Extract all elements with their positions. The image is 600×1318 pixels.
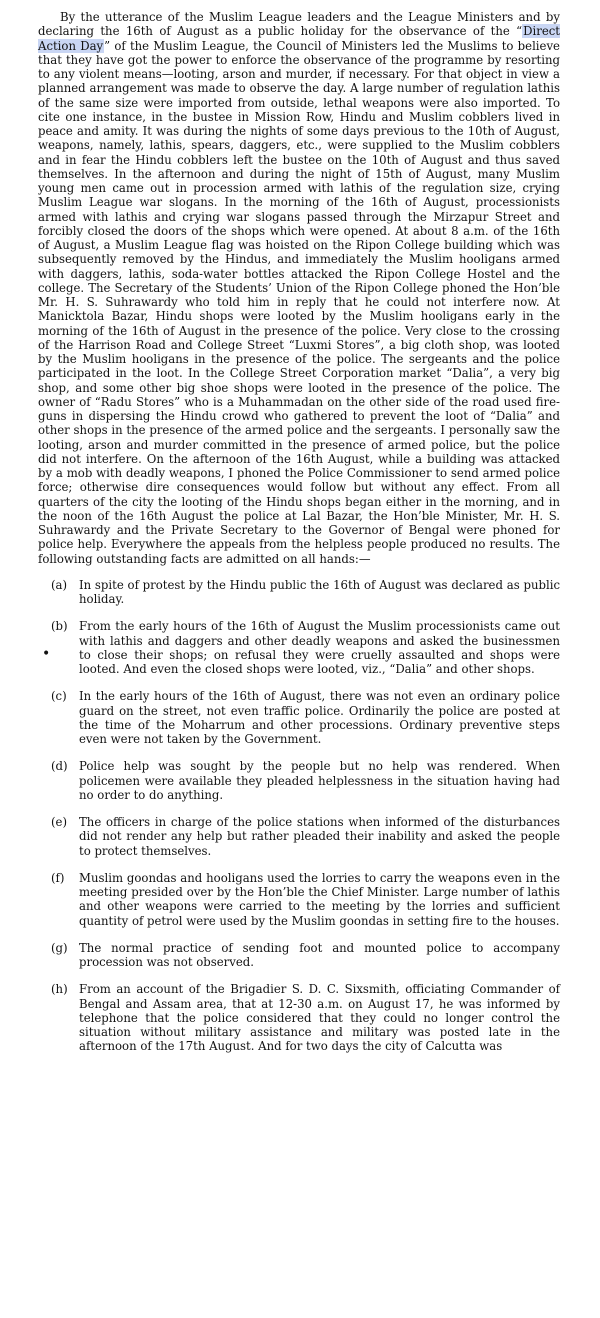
list-item-text: The normal practice of sending foot and mounted police to accompany procession was not observed. [79,940,560,969]
list-item [38,815,560,858]
list-item [38,871,560,928]
list-item-text: From the early hours of the 16th of August the Muslim processionists came out with lathis and daggers and other deadly weapons and asked the businessmen to close their shops; on refusal they were cruelly assaulted and shops were looted. And even the closed shops were looted, viz., “Dalia” and other shops. [79,619,560,676]
paragraph-text-after-highlight: ” of the Muslim League, the Council of Ministers led the Muslims to believe that they have got the power to enforce the observance of the programme by resorting to any violent means—looting, arson and murder, if necessary. For that object in view a planned arrangement was made to observe the day. A large number of regulation lathis of the same size were imported from outside, lethal weapons were also imported. To cite one instance, in the bustee in Mission Row, Hindu and Muslim cobblers lived in peace and amity. It was during the nights of some days previous to the 10th of August, weapons, namely, lathis, spears, daggers, etc., were supplied to the Muslim cobblers and in fear the Hindu cobblers left the bustee on the 10th of August and thus saved themselves. In the afternoon and during the night of 15th of August, many Muslim young men came out in procession armed with lathis of the regulation size, crying Muslim League war slogans. In the morning of the 16th of August, processionists armed with lathis and crying war slogans passed through the Mirzapur Street and forcibly closed the doors of the shops which were opened. At about 8 a.m. of the 16th of August, a Muslim League flag was hoisted on the Ripon College building which was subsequently removed by the Hindus, and immediately the Muslim hooligans armed with daggers, lathis, soda-water bottles attacked the Ripon College Hostel and the college. The Secretary of the Students’ Union of the Ripon College phoned the Hon’ble Mr. H. S. Suhrawardy who told him in reply that he could not interfere now. At Manicktola Bazar, Hindu shops were looted by the Muslim hooligans early in the morning of the 16th of August in the presence of the police. Very close to the crossing of the Harrison Road and College Street “Luxmi Stores”, a big cloth shop, was looted by the Muslim hooligans in the presence of the police. The sergeants and the police participated in the loot. In the College Street Corporation market “Dalia”, a very big shop, and some other big shoe shops were looted in the presence of the police. The owner of “Radu Stores” who is a Muhammadan on the other side of the road used fire-guns in dispersing the Hindu crowd who gathered to prevent the loot of “Dalia” and other shops in the presence of the armed police and the sergeants. I personally saw the looting, arson and murder committed in the presence of armed police, but the police did not interfere. On the afternoon of the 16th August, while a building was attacked by a mob with deadly weapons, I phoned the Police Commissioner to send armed police force; otherwise dire consequences would follow but without any effect. From all quarters of the city the looting of the Hindu shops began either in the morning, and in the noon of the 16th August the police at Lal Bazar, the Hon’ble Minister, Mr. H. S. Suhrawardy and the Private Secretary to the Governor of Bengal were phoned for police help. Everywhere the appeals from the helpless people produced no results. The following outstanding facts are admitted on all hands:— [38,38,560,566]
stray-dot-mark: • [42,646,51,663]
list-marker: (e) [51,815,68,829]
list-item [38,759,560,802]
list-item [38,941,560,970]
list-marker: (f) [51,870,65,885]
list-item-text: The officers in charge of the police stations when informed of the disturbances did not render any help but rather pleaded their inability and asked the people to protect themselves. [79,815,560,858]
list-item [38,982,560,1053]
list-marker: (c) [51,689,67,704]
paragraph-text-before-highlight: By the utterance of the Muslim League leaders and the League Ministers and by declaring the 16th of August as a public holiday for the observance of the “ [38,10,560,39]
list-marker: (g) [51,940,68,955]
list-marker: (d) [51,759,68,774]
body-paragraph [38,10,560,566]
facts-list [38,578,560,1054]
list-item-text: In spite of protest by the Hindu public the 16th of August was declared as public holiday. [79,577,560,606]
list-marker: (b) [51,619,68,634]
list-item-text: In the early hours of the 16th of August, there was not even an ordinary police guard on the street, not even traffic police. Ordinarily the police are posted at the time of the Moharrum and other processions. Ordinary preventive steps even were not taken by the Government. [79,689,560,746]
list-item-text: Muslim goondas and hooligans used the lorries to carry the weapons even in the meeting presided over by the Hon’ble the Chief Minister. Large number of lathis and other weapons were carried to the meeting by the lorries and sufficient quantity of petrol were used by the Muslim goondas in setting fire to the houses. [79,870,560,928]
list-marker: (h) [51,982,68,997]
list-marker: (a) [51,577,68,592]
list-item [38,689,560,746]
highlighted-text-selection[interactable]: Direct Action Day [38,24,560,53]
list-item-text: Police help was sought by the people but no help was rendered. When policemen were available they pleaded helplessness in the situation having had no order to do anything. [79,759,560,802]
list-item [38,578,560,607]
list-item-text: From an account of the Brigadier S. D. C. Sixsmith, officiating Commander of Bengal and Assam area, that at 12-30 a.m. on August 17, he was informed by telephone that the police considered that they could no longer control the situation without military assistance and military was posted late in the afternoon of the 17th August. And for two days the city of Calcutta was [79,982,560,1054]
list-item [38,619,560,676]
